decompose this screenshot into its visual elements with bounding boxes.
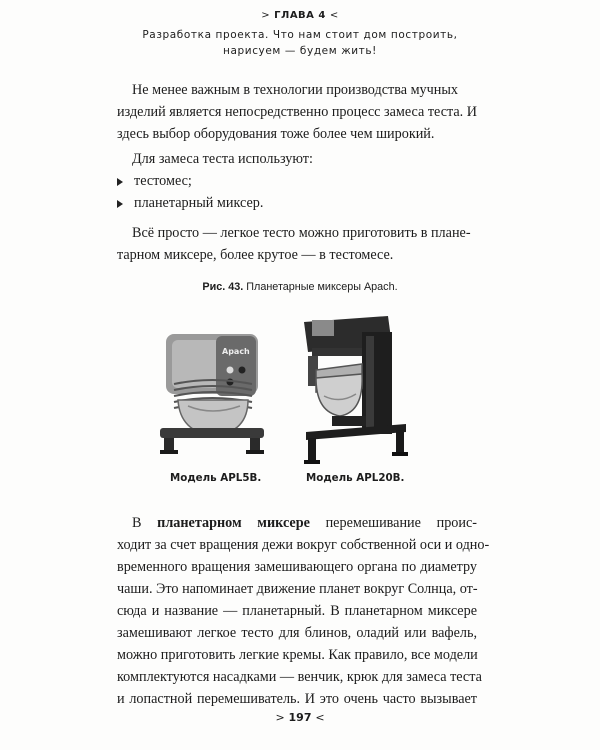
- text-line: сюда и название — планетарный. В планетарном миксере: [117, 603, 477, 619]
- text-line: Для замеса теста используют:: [132, 151, 313, 167]
- paragraph-planetary-mixer: [117, 512, 490, 710]
- subtitle-line: Разработка проекта. Что нам стоит дом построить,: [142, 29, 458, 41]
- text-line: чаши. Это напоминает движение планет вокруг Солнца, от-: [117, 581, 478, 597]
- brand-label: Apach: [222, 347, 250, 356]
- text-line: можно приготовить легкие кремы. Как правило, все модели: [117, 647, 478, 663]
- text-line: тарном миксере, более крутое — в тестомесе.: [117, 247, 394, 263]
- text-fragment: перемешивание проис-: [309, 515, 478, 531]
- chapter-subtitle: [120, 27, 480, 59]
- text-line: здесь выбор оборудования тоже более чем широкий.: [117, 126, 435, 142]
- page-number: [0, 711, 600, 724]
- text-line: и лопастной перемешиватель. И это очень часто вызывает: [117, 691, 477, 707]
- bullet-triangle-icon: [117, 200, 123, 208]
- list-item: [117, 170, 192, 192]
- bold-term: планетарном миксере: [157, 515, 310, 531]
- paragraph-summary: [117, 222, 477, 266]
- text-line: ходит за счет вращения дежи вокруг собственной оси и одно-: [117, 537, 490, 553]
- mixer-apl20b-image: [296, 312, 414, 470]
- list-item-text: планетарный миксер.: [134, 195, 264, 211]
- bullet-triangle-icon: [117, 178, 123, 186]
- page-marker-right: <: [315, 711, 325, 724]
- page-number-value: 197: [288, 711, 312, 724]
- paragraph-intro: [117, 79, 477, 145]
- text-fragment: В: [132, 515, 158, 531]
- figure-caption: [0, 281, 600, 293]
- model-label-apl20b: Модель APL20B.: [306, 472, 405, 484]
- text-line: временного вращения замешивающего органа по диаметру: [117, 559, 477, 575]
- chapter-marker-right: <: [329, 10, 339, 21]
- subtitle-line: нарисуем — будем жить!: [223, 45, 377, 57]
- text-line: [117, 512, 477, 534]
- text-line: изделий является непосредственно процесс замеса теста. И: [117, 104, 478, 120]
- figure-caption-text: Планетарные миксеры Apach.: [243, 281, 398, 293]
- chapter-marker-left: >: [261, 10, 271, 21]
- page-marker-left: >: [275, 711, 285, 724]
- text-line: замешивают легкое тесто для блинов, оладий или вафель,: [117, 625, 477, 641]
- chapter-title: ГЛАВА 4: [274, 10, 326, 21]
- list-intro: [117, 148, 477, 170]
- figure-label: Рис. 43.: [202, 281, 244, 293]
- list-item: [117, 192, 263, 214]
- text-line: Всё просто — легкое тесто можно приготовить в плане-: [132, 225, 471, 241]
- text-line: комплектуются насадками — венчик, крюк для замеса теста: [117, 669, 482, 685]
- chapter-header: [0, 10, 600, 21]
- model-label-apl5b: Модель APL5B.: [170, 472, 262, 484]
- text-line: Не менее важным в технологии производства мучных: [132, 82, 458, 98]
- list-item-text: тестомес;: [134, 173, 192, 189]
- mixer-apl5b-image: [152, 324, 272, 460]
